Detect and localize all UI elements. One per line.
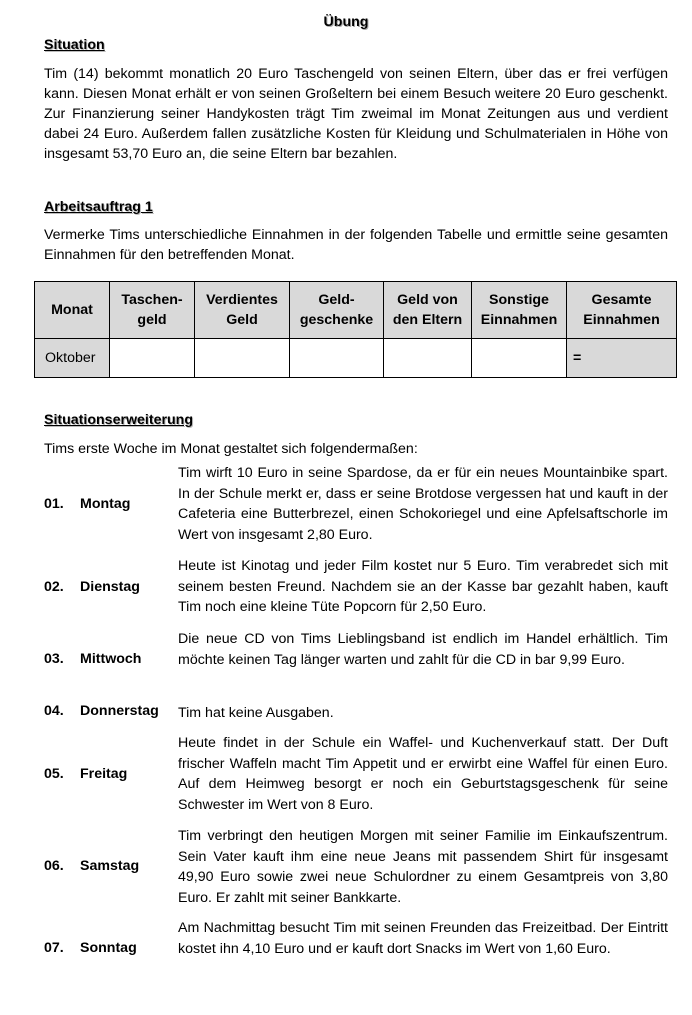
day-description: Tim wirft 10 Euro in seine Spardose, da er für ein neues Mountainbike spart. In der Schule merkt er, dass er seine Brotdose vergessen hat und kauft in der Cafeteria eine Butterbrezel, einen Schokoriegel und eine Apfelsaftschorle im Wert von insgesamt 2,80 Euro. [178,465,668,543]
cell-other-income[interactable] [472,339,567,378]
day-name: Donnerstag [80,703,159,719]
day-name: Mittwoch [80,651,142,667]
header-money-gifts: Geld- geschenke [290,282,384,339]
day-name: Freitag [80,766,128,782]
header-total-income: Gesamte Einnahmen [567,282,677,339]
day-number: 04. [44,703,64,719]
day-description: Heute ist Kinotag und jeder Film kostet nur 5 Euro. Tim verabredet sich mit seinem besten Freund. Nachdem sie an der Kasse bar gezahlt haben, kauft Tim noch eine kleine Tüte Popcorn für 2,50 Euro. [178,558,668,615]
cell-allowance[interactable] [110,339,195,378]
situation-heading: Situation [44,37,105,53]
day-name: Samstag [80,858,140,874]
header-other-income: Sonstige Einnahmen [472,282,567,339]
header-allowance: Taschen- geld [110,282,195,339]
extension-intro: Tims erste Woche im Monat gestaltet sich folgendermaßen: [44,441,418,457]
day-number: 01. [44,496,64,512]
day-description: Am Nachmittag besucht Tim mit seinen Freunden das Freizeitbad. Der Eintritt kostet ihn 4,10 Euro und er kauft dort Snacks im Wert von 1,60 Euro. [178,920,668,957]
day-number: 03. [44,651,64,667]
cell-money-gifts[interactable] [290,339,384,378]
cell-month: Oktober [35,339,110,378]
table-row [35,339,677,378]
header-month: Monat [35,282,110,339]
task1-text: Vermerke Tims unterschiedliche Einnahmen in der folgenden Tabelle und ermittle seine gesamten Einnahmen für den betreffenden Monat. [44,227,668,263]
cell-total-income[interactable]: = [567,339,677,378]
day-description: Tim verbringt den heutigen Morgen mit seiner Familie im Einkaufszentrum. Sein Vater kauft ihm eine neue Jeans mit passendem Shirt für insgesamt 49,90 Euro sowie zwei neue Schulordner zu einem Gesamtpreis von 3,80 Euro. Er zahlt mit seiner Bankkarte. [178,828,668,906]
day-description: Tim hat keine Ausgaben. [178,705,334,721]
income-table [34,281,677,378]
situation-text: Tim (14) bekommt monatlich 20 Euro Taschengeld von seinen Eltern, über das er frei verfügen kann. Diesen Monat erhält er von seinen Großeltern bei einem Besuch weitere 20 Euro geschenkt. Zur Finanzierung seiner Handykosten trägt Tim zweimal im Monat Zeitungen aus und verdient dabei 24 Euro. Außerdem fallen zusätzliche Kosten für Kleidung und Schulmaterialen in Höhe von insgesamt 53,70 Euro an, die seine Eltern bar bezahlen. [44,66,668,162]
day-name: Montag [80,496,131,512]
extension-heading: Situationserweiterung [44,412,193,428]
task1-heading: Arbeitsauftrag 1 [44,199,153,215]
table-header-row [35,282,677,339]
day-name: Sonntag [80,940,137,956]
page-title: Übung [323,14,369,30]
day-name: Dienstag [80,579,140,595]
day-number: 07. [44,940,64,956]
day-description: Die neue CD von Tims Lieblingsband ist endlich im Handel erhältlich. Tim möchte keinen Tag länger warten und zahlt für die CD in bar 9,99 Euro. [178,631,668,668]
day-number: 06. [44,858,64,874]
header-parents-money: Geld von den Eltern [384,282,472,339]
cell-parents-money[interactable] [384,339,472,378]
cell-earned-money[interactable] [195,339,290,378]
header-earned-money: Verdientes Geld [195,282,290,339]
day-description: Heute findet in der Schule ein Waffel- und Kuchenverkauf statt. Der Duft frischer Waffeln macht Tim Appetit und er erwirbt eine Waffel für einen Euro. Auf dem Heimweg besorgt er noch ein Geburtstagsgeschenk für seine Schwester im Wert von 8 Euro. [178,735,668,813]
day-number: 02. [44,579,64,595]
day-number: 05. [44,766,64,782]
